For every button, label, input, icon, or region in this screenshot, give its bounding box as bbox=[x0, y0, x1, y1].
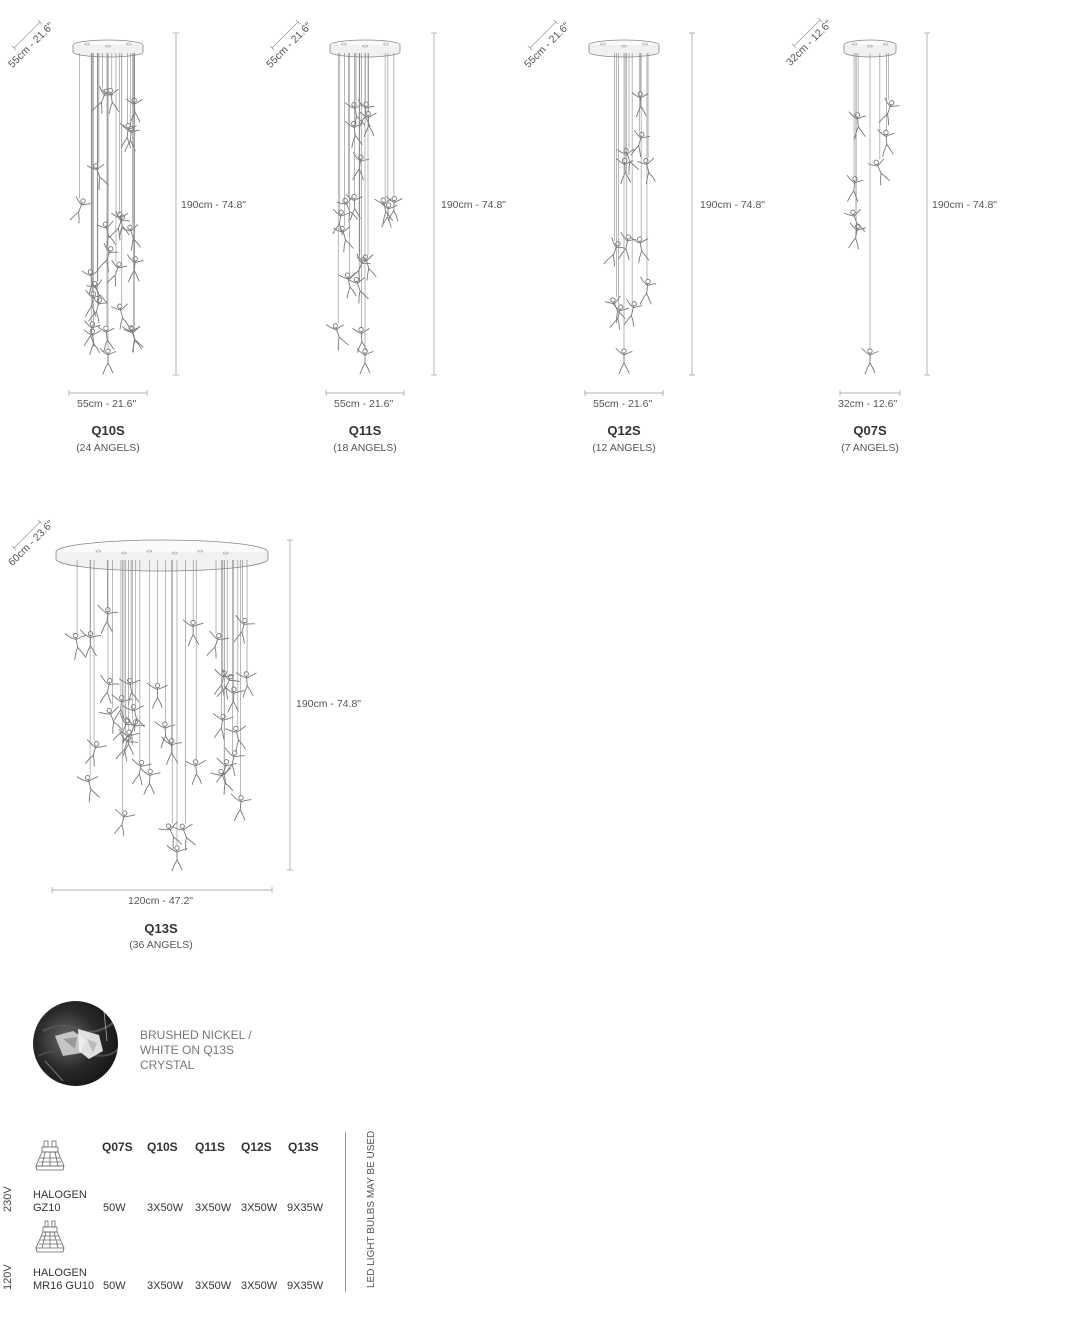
row-120v-q13s: 9X35W bbox=[287, 1280, 324, 1292]
col-header-q11s: Q11S bbox=[195, 1140, 226, 1154]
row-120v-q07s: 50W bbox=[103, 1280, 126, 1292]
col-header-q10s: Q10S bbox=[147, 1140, 178, 1154]
row-120v-bulb-type: HALOGEN bbox=[33, 1267, 87, 1279]
q07s-width-label: 32cm - 12.6" bbox=[838, 398, 898, 410]
q07s-height-label: 190cm - 74.8" bbox=[932, 199, 998, 211]
finish-line-2: WHITE ON Q13S bbox=[140, 1043, 235, 1057]
q11s-depth-label: 55cm - 21.6" bbox=[264, 20, 315, 71]
q10s-width-label: 55cm - 21.6" bbox=[77, 398, 137, 410]
q12s-height-label: 190cm - 74.8" bbox=[700, 199, 766, 211]
q13s-depth-label: 60cm - 23.6" bbox=[6, 518, 57, 569]
q10s-angels: (24 ANGELS) bbox=[76, 442, 140, 454]
led-note: LED LIGHT BULBS MAY BE USED bbox=[366, 1130, 377, 1288]
halogen-gz10-bulb-icon bbox=[33, 1140, 67, 1186]
q13s-drawing bbox=[0, 500, 400, 970]
row-230v-q12s: 3X50W bbox=[241, 1202, 278, 1214]
product-q12s bbox=[516, 0, 776, 470]
q12s-width-label: 55cm - 21.6" bbox=[593, 398, 653, 410]
q13s-angels: (36 ANGELS) bbox=[129, 939, 193, 951]
product-q11s bbox=[258, 0, 518, 470]
q07s-drawing bbox=[774, 0, 1034, 470]
q10s-code: Q10S bbox=[91, 423, 125, 438]
row-230v-q07s: 50W bbox=[103, 1202, 126, 1214]
q07s-code: Q07S bbox=[853, 423, 887, 438]
col-header-q13s: Q13S bbox=[288, 1140, 319, 1154]
row-230v-q13s: 9X35W bbox=[287, 1202, 324, 1214]
product-q07s bbox=[774, 0, 1034, 470]
voltage-120v: 120V bbox=[2, 1264, 14, 1290]
q07s-depth-label: 32cm - 12.6" bbox=[784, 18, 835, 69]
halogen-mr16-bulb-icon bbox=[33, 1220, 67, 1266]
q07s-angels: (7 ANGELS) bbox=[841, 442, 899, 454]
row-120v-socket: MR16 GU10 bbox=[33, 1280, 95, 1292]
product-q10s bbox=[0, 0, 260, 470]
q11s-height-label: 190cm - 74.8" bbox=[441, 199, 507, 211]
finish-swatch-image bbox=[33, 1001, 118, 1086]
q12s-code: Q12S bbox=[607, 423, 641, 438]
row-230v-bulb-type: HALOGEN bbox=[33, 1189, 87, 1201]
row-120v-q12s: 3X50W bbox=[241, 1280, 278, 1292]
q13s-code: Q13S bbox=[144, 921, 178, 936]
q12s-angels: (12 ANGELS) bbox=[592, 442, 656, 454]
q11s-width-label: 55cm - 21.6" bbox=[334, 398, 394, 410]
finish-line-3: CRYSTAL bbox=[140, 1058, 195, 1072]
q10s-height-label: 190cm - 74.8" bbox=[181, 199, 247, 211]
q13s-width-label: 120cm - 47.2" bbox=[128, 895, 194, 907]
row-120v-q11s: 3X50W bbox=[195, 1280, 232, 1292]
row-230v-q11s: 3X50W bbox=[195, 1202, 232, 1214]
specs-divider bbox=[345, 1132, 346, 1292]
col-header-q12s: Q12S bbox=[241, 1140, 272, 1154]
finish-description bbox=[140, 1028, 252, 1073]
q13s-height-label: 190cm - 74.8" bbox=[296, 698, 362, 710]
row-230v-q10s: 3X50W bbox=[147, 1202, 184, 1214]
row-120v-q10s: 3X50W bbox=[147, 1280, 184, 1292]
voltage-230v: 230V bbox=[2, 1186, 14, 1212]
col-header-q07s: Q07S bbox=[102, 1140, 133, 1154]
q10s-depth-label: 55cm - 21.6" bbox=[6, 20, 57, 71]
product-q13s bbox=[0, 500, 400, 970]
row-230v-socket: GZ10 bbox=[33, 1202, 61, 1214]
q12s-depth-label: 55cm - 21.6" bbox=[522, 20, 573, 71]
q11s-angels: (18 ANGELS) bbox=[333, 442, 397, 454]
q11s-code: Q11S bbox=[348, 423, 382, 438]
finish-line-1: BRUSHED NICKEL / bbox=[140, 1028, 252, 1042]
